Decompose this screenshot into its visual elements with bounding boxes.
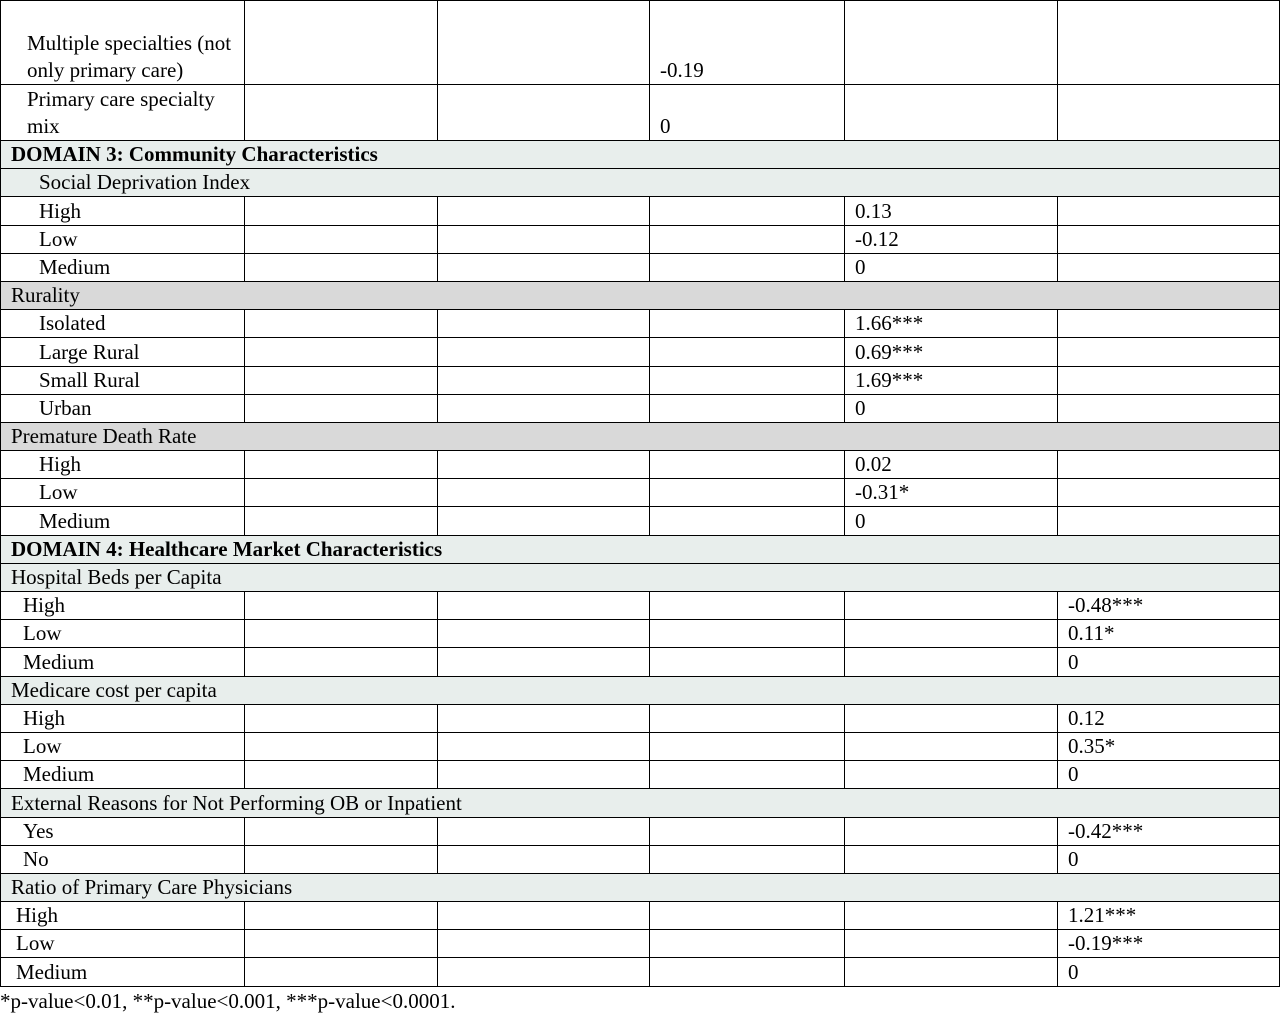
group-title: External Reasons for Not Performing OB or Inpatient xyxy=(1,789,1280,817)
row-label: Urban xyxy=(1,394,245,422)
table-row xyxy=(1,620,1280,648)
domain-title: DOMAIN 3: Community Characteristics xyxy=(1,141,1280,169)
cell-value: -0.12 xyxy=(845,225,1058,253)
table-row xyxy=(1,451,1280,479)
row-label: No xyxy=(1,845,245,873)
table-row xyxy=(1,704,1280,732)
group-header-row xyxy=(1,563,1280,591)
row-label: Isolated xyxy=(1,310,245,338)
table-row xyxy=(1,958,1280,986)
cell-value: 0 xyxy=(845,253,1058,281)
table-row xyxy=(1,761,1280,789)
row-label: High xyxy=(1,704,245,732)
cell-value: -0.48*** xyxy=(1058,592,1280,620)
table-row xyxy=(1,845,1280,873)
cell-value: -0.19 xyxy=(650,1,845,85)
table-row xyxy=(1,1,1280,85)
cell-value: 0 xyxy=(1058,958,1280,986)
row-label: Yes xyxy=(1,817,245,845)
row-label: Small Rural xyxy=(1,366,245,394)
group-header-row xyxy=(1,676,1280,704)
cell-value: 0.11* xyxy=(1058,620,1280,648)
row-label: Multiple specialties (not only primary care) xyxy=(1,1,245,85)
row-label: Medium xyxy=(1,958,245,986)
cell-value: 0 xyxy=(1058,761,1280,789)
table-row xyxy=(1,817,1280,845)
row-label: Medium xyxy=(1,648,245,676)
table-row xyxy=(1,902,1280,930)
table-row xyxy=(1,507,1280,535)
group-title: Social Deprivation Index xyxy=(1,169,1280,197)
cell-value: 0.69*** xyxy=(845,338,1058,366)
row-label: Medium xyxy=(1,253,245,281)
table-row xyxy=(1,732,1280,760)
table-row xyxy=(1,648,1280,676)
row-label: Primary care specialty mix xyxy=(1,85,245,141)
domain-header-row xyxy=(1,535,1280,563)
cell-value: 0.13 xyxy=(845,197,1058,225)
group-title: Ratio of Primary Care Physicians xyxy=(1,873,1280,901)
row-label: Low xyxy=(1,930,245,958)
group-header-row xyxy=(1,169,1280,197)
row-label: Medium xyxy=(1,761,245,789)
group-header-row xyxy=(1,422,1280,450)
group-title: Medicare cost per capita xyxy=(1,676,1280,704)
cell-value: 0.35* xyxy=(1058,732,1280,760)
row-label: High xyxy=(1,451,245,479)
table-row xyxy=(1,338,1280,366)
cell-value: 1.66*** xyxy=(845,310,1058,338)
cell-value: 0 xyxy=(650,85,845,141)
group-header-row xyxy=(1,873,1280,901)
row-label: Medium xyxy=(1,507,245,535)
table-footnote: *p-value<0.01, **p-value<0.001, ***p-value<0.0001. xyxy=(0,989,456,1013)
group-title: Premature Death Rate xyxy=(1,422,1280,450)
cell-value: 0 xyxy=(845,507,1058,535)
table-row xyxy=(1,310,1280,338)
row-label: High xyxy=(1,197,245,225)
cell-value: 0 xyxy=(845,394,1058,422)
table-row xyxy=(1,253,1280,281)
row-label: Low xyxy=(1,225,245,253)
group-header-row xyxy=(1,789,1280,817)
group-header-row xyxy=(1,281,1280,309)
table-row xyxy=(1,197,1280,225)
domain-header-row xyxy=(1,141,1280,169)
cell-value: 0 xyxy=(1058,845,1280,873)
row-label: Large Rural xyxy=(1,338,245,366)
cell-value: -0.31* xyxy=(845,479,1058,507)
cell-value: -0.42*** xyxy=(1058,817,1280,845)
row-label: High xyxy=(1,592,245,620)
table-row xyxy=(1,225,1280,253)
table-row xyxy=(1,394,1280,422)
cell-value: 1.21*** xyxy=(1058,902,1280,930)
cell-value: 0.02 xyxy=(845,451,1058,479)
table-row xyxy=(1,366,1280,394)
row-label: High xyxy=(1,902,245,930)
cell-value: 1.69*** xyxy=(845,366,1058,394)
row-label: Low xyxy=(1,479,245,507)
domain-title: DOMAIN 4: Healthcare Market Characteristics xyxy=(1,535,1280,563)
cell-value: -0.19*** xyxy=(1058,930,1280,958)
cell-value: 0 xyxy=(1058,648,1280,676)
table-row xyxy=(1,85,1280,141)
table-row xyxy=(1,592,1280,620)
group-title: Hospital Beds per Capita xyxy=(1,563,1280,591)
cell-value: 0.12 xyxy=(1058,704,1280,732)
row-label: Low xyxy=(1,732,245,760)
table-row xyxy=(1,479,1280,507)
table-row xyxy=(1,930,1280,958)
row-label: Low xyxy=(1,620,245,648)
group-title: Rurality xyxy=(1,281,1280,309)
